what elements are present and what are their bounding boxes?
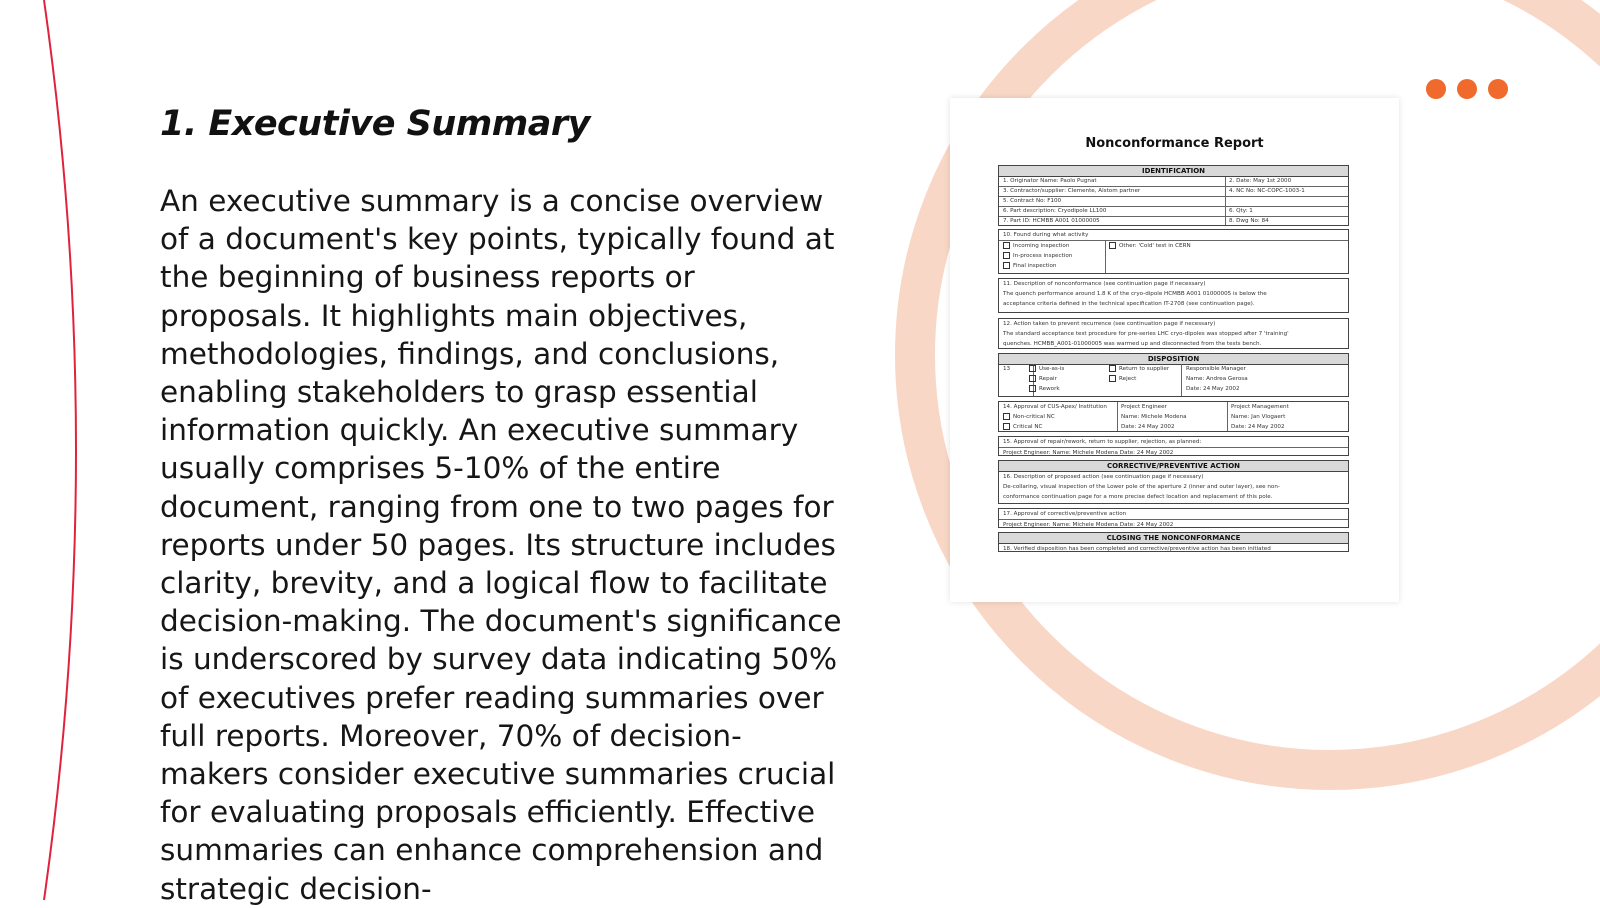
slide-body-text: An executive summary is a concise overview of a document's key points, typically found at the beginning of business reports or proposals. It highlights main objectives, methodologies, findings, and conclusions, enabling stakeholders to grasp essential information quickly. An executive summary usually comprises 5-10% of the entire document, ranging from one to two pages for reports under 50 pages. Its structure includes clarity, brevity, and a logical flow to facilitate decision-making. The document's significance is underscored by survey data indicating 50% of executives prefer reading summaries over full reports. Moreover, 70% of decision-makers consider executive summaries crucial for evaluating proposals efficiently. Effective summaries can enhance comprehension and strategic decision- — [160, 184, 842, 906]
slide-title: 1. Executive Summary — [160, 104, 590, 144]
checkbox-icon — [1029, 365, 1036, 372]
corrective-action-line: De-collaring, visual inspection of the Lower pole of the aperture 2 (inner and outer layer), see non- — [1003, 484, 1280, 490]
responsible-manager-label: Responsible Manager — [1186, 366, 1246, 372]
dot — [1426, 79, 1446, 99]
table-row: 7. Part ID: HCMBB A001 01000005 8. Dwg No: 84 — [999, 216, 1348, 226]
disposition-number: 13 — [999, 364, 1034, 397]
project-engineer-date: Date: 24 May 2002 — [1121, 424, 1175, 430]
checkbox-icon — [1109, 375, 1116, 382]
checkbox-icon — [1109, 365, 1116, 372]
dot — [1457, 79, 1477, 99]
checkbox-option: Rework — [1025, 384, 1105, 394]
checkbox-option: Critical NC — [999, 422, 1117, 432]
table-row: 1. Originator Name: Paolo Pugnat 2. Date: May 1st 2000 — [1003, 178, 1292, 184]
responsible-manager-name: Name: Andrea Gerosa — [1186, 376, 1248, 382]
approval-corrective-label: 17. Approval of corrective/preventive action — [1003, 511, 1127, 517]
identification-rows — [999, 177, 1348, 226]
closing-heading: CLOSING THE NONCONFORMANCE — [999, 533, 1348, 544]
checkbox-icon — [1003, 423, 1010, 430]
closing-text: 18. Verified disposition has been completed and corrective/preventive action has been initiated — [1003, 546, 1271, 552]
identification-heading: IDENTIFICATION — [999, 166, 1348, 177]
checkbox-icon — [1003, 413, 1010, 420]
checkbox-option: In-process inspection — [999, 251, 1105, 261]
checkbox-option: Other: 'Cold' test in CERN — [1105, 241, 1348, 251]
table-row: 6. Part description: Cryodipole LL100 6. Qty: 1 — [999, 206, 1348, 216]
disposition-heading: DISPOSITION — [999, 354, 1348, 365]
corrective-action-heading: CORRECTIVE/PREVENTIVE ACTION — [999, 461, 1348, 472]
checkbox-icon — [1003, 242, 1010, 249]
approval-corrective-section — [998, 508, 1349, 528]
project-engineer-label: Project Engineer — [1121, 404, 1167, 410]
corrective-action-section — [998, 460, 1349, 504]
report-title: Nonconformance Report — [1085, 136, 1264, 151]
approval-label: 14. Approval of CUS-Apex/ Institution — [1003, 404, 1107, 410]
checkbox-icon — [1029, 375, 1036, 382]
action-section — [998, 318, 1349, 349]
project-management-date: Date: 24 May 2002 — [1231, 424, 1285, 430]
corrective-action-line: conformance continuation page for a more precise defect location and replacement of this pole. — [1003, 494, 1273, 500]
corrective-action-label: 16. Description of proposed action (see continuation page if necessary) — [1003, 474, 1204, 480]
checkbox-option: Reject — [1105, 374, 1181, 384]
approval-repair-signature: Project Engineer: Name: Michele Modena Date: 24 May 2002 — [999, 447, 1348, 456]
nonconformance-report-image — [950, 98, 1399, 602]
checkbox-option: Incoming inspection — [999, 241, 1105, 251]
approval-corrective-signature: Project Engineer: Name: Michele Modena Date: 24 May 2002 — [999, 519, 1348, 528]
three-dots-decoration — [1426, 79, 1508, 99]
found-during-section — [998, 229, 1349, 274]
checkbox-icon — [1003, 262, 1010, 269]
project-management-label: Project Management — [1231, 404, 1289, 410]
description-section — [998, 278, 1349, 313]
action-line: The standard acceptance test procedure for pre-series LHC cryo-dipoles was stopped after 7 'training' — [1003, 331, 1289, 337]
action-line: quenches. HCMBB_A001-01000005 was warmed up and disconnected from the tests bench. — [1003, 341, 1262, 347]
description-label: 11. Description of nonconformance (see continuation page if necessary) — [1003, 281, 1206, 287]
closing-section — [998, 532, 1349, 552]
description-line: acceptance criteria defined in the technical specification IT-2708 (see continuation page). — [1003, 301, 1255, 307]
approval-repair-label: 15. Approval of repair/rework, return to supplier, rejection, as planned: — [1003, 439, 1202, 445]
checkbox-option: Repair — [1025, 374, 1105, 384]
checkbox-option: Use-as-is — [1025, 364, 1105, 374]
checkbox-icon — [1109, 242, 1116, 249]
table-row: 5. Contract No: F100 — [999, 196, 1348, 206]
approval-repair-section — [998, 436, 1349, 456]
approval-section — [998, 401, 1349, 432]
project-management-name: Name: Jan Vlogaert — [1231, 414, 1286, 420]
description-line: The quench performance around 1.8 K of the cryo-dipole HCMBB A001 01000005 is below the — [1003, 291, 1267, 297]
project-engineer-name: Name: Michele Modena — [1121, 414, 1187, 420]
responsible-manager-date: Date: 24 May 2002 — [1186, 386, 1240, 392]
checkbox-icon — [1029, 385, 1036, 392]
checkbox-option: Return to supplier — [1105, 364, 1181, 374]
found-during-label: 10. Found during what activity — [1003, 232, 1089, 238]
table-row: 3. Contractor/supplier: Clemente, Alstom partner 4. NC No: NC-COPC-1003-1 — [999, 186, 1348, 196]
checkbox-option: Non-critical NC — [999, 412, 1117, 422]
dot — [1488, 79, 1508, 99]
left-curve-line — [44, 0, 76, 900]
disposition-section — [998, 353, 1349, 397]
checkbox-icon — [1003, 252, 1010, 259]
identification-section — [998, 165, 1349, 226]
action-label: 12. Action taken to prevent recurrence (see continuation page if necessary) — [1003, 321, 1216, 327]
checkbox-option: Final inspection — [999, 261, 1105, 271]
